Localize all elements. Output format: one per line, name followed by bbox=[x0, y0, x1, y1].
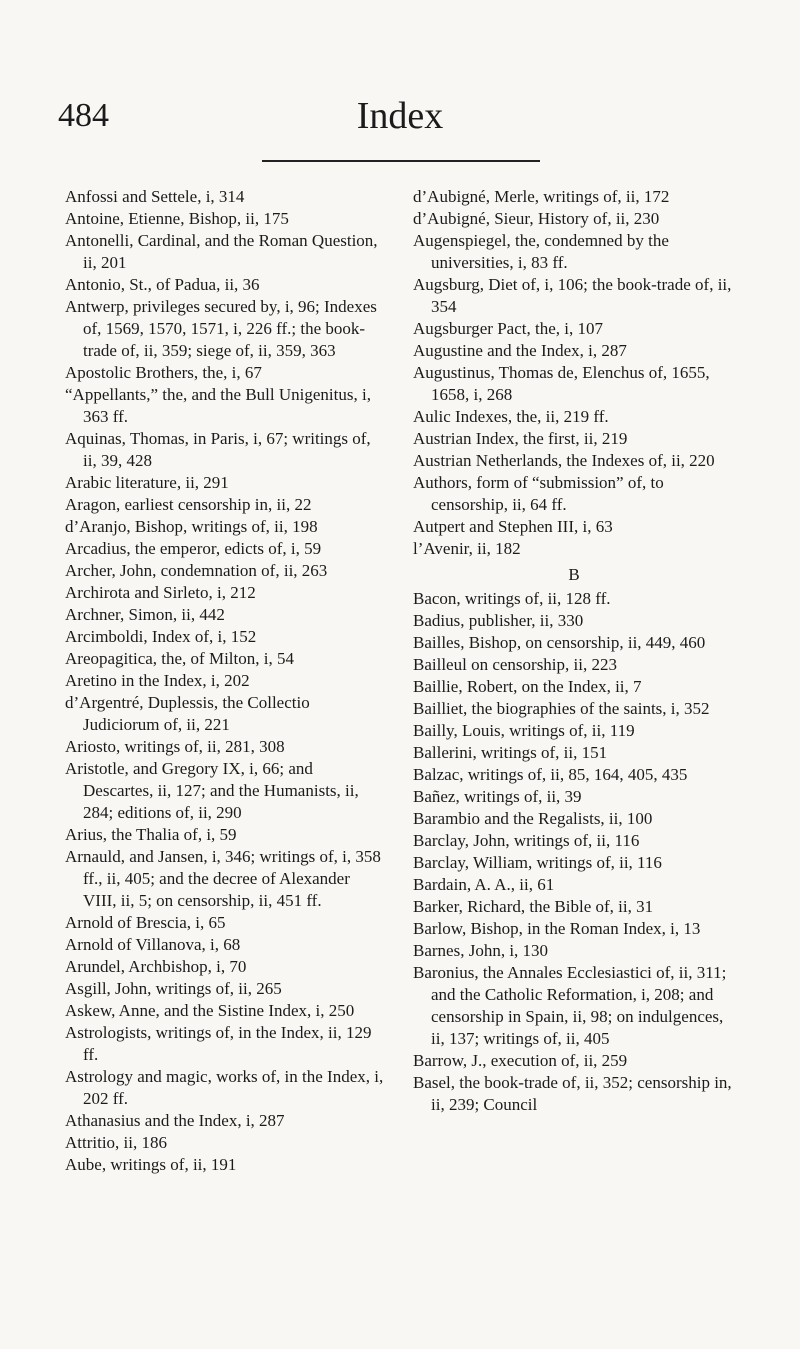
index-entry: Bañez, writings of, ii, 39 bbox=[413, 787, 582, 806]
index-entry: Attritio, ii, 186 bbox=[65, 1133, 167, 1152]
index-entry: “Appellants,” the, and the Bull Unigenitus, i, 363 ff. bbox=[65, 385, 371, 426]
index-entry: Aquinas, Thomas, in Paris, i, 67; writings of, ii, 39, 428 bbox=[65, 429, 371, 470]
index-entry: Augustine and the Index, i, 287 bbox=[413, 341, 627, 360]
index-entry: Arnauld, and Jansen, i, 346; writings of, i, 358 ff., ii, 405; and the decree of Alexander VIII, ii, 5; on censorship, ii, 451 ff. bbox=[65, 847, 381, 910]
index-entry: Arnold of Brescia, i, 65 bbox=[65, 913, 226, 932]
index-entry: Badius, publisher, ii, 330 bbox=[413, 611, 584, 630]
index-entry: Bailleul on censorship, ii, 223 bbox=[413, 655, 617, 674]
index-entry: Arnold of Villanova, i, 68 bbox=[65, 935, 241, 954]
index-entry: Asgill, John, writings of, ii, 265 bbox=[65, 979, 282, 998]
index-entry: Authors, form of “submission” of, to censorship, ii, 64 ff. bbox=[413, 473, 664, 514]
index-entry: Baronius, the Annales Ecclesiastici of, ii, 311; and the Catholic Reformation, i, 208; and censorship in Spain, ii, 98; on indulgences, ii, 137; writings of, ii, 405 bbox=[413, 963, 727, 1048]
index-section-b bbox=[413, 588, 735, 1116]
index-entry: Arundel, Archbishop, i, 70 bbox=[65, 957, 247, 976]
index-entry: Augustinus, Thomas de, Elenchus of, 1655, 1658, i, 268 bbox=[413, 363, 710, 404]
index-entry: Bailliet, the biographies of the saints, i, 352 bbox=[413, 699, 710, 718]
index-entry: d’Aranjo, Bishop, writings of, ii, 198 bbox=[65, 517, 318, 536]
index-entry: Askew, Anne, and the Sistine Index, i, 250 bbox=[65, 1001, 355, 1020]
index-entry: Aube, writings of, ii, 191 bbox=[65, 1155, 237, 1174]
index-entry: Austrian Index, the first, ii, 219 bbox=[413, 429, 628, 448]
page-number: 484 bbox=[58, 97, 109, 134]
index-entry: Austrian Netherlands, the Indexes of, ii, 220 bbox=[413, 451, 715, 470]
index-entry: Bacon, writings of, ii, 128 ff. bbox=[413, 589, 611, 608]
index-entry: Apostolic Brothers, the, i, 67 bbox=[65, 363, 262, 382]
index-entry: Balzac, writings of, ii, 85, 164, 405, 435 bbox=[413, 765, 688, 784]
index-entry: Athanasius and the Index, i, 287 bbox=[65, 1111, 285, 1130]
index-entry: Barlow, Bishop, in the Roman Index, i, 13 bbox=[413, 919, 701, 938]
index-entry: Arcimboldi, Index of, i, 152 bbox=[65, 627, 257, 646]
index-entry: Aulic Indexes, the, ii, 219 ff. bbox=[413, 407, 609, 426]
index-entry: Barnes, John, i, 130 bbox=[413, 941, 549, 960]
index-entry: Barrow, J., execution of, ii, 259 bbox=[413, 1051, 628, 1070]
index-entry: Astrology and magic, works of, in the Index, i, 202 ff. bbox=[65, 1067, 384, 1108]
index-entry: Antoine, Etienne, Bishop, ii, 175 bbox=[65, 209, 289, 228]
header-rule bbox=[262, 160, 540, 162]
index-entry: Arcadius, the emperor, edicts of, i, 59 bbox=[65, 539, 322, 558]
index-entry: Arius, the Thalia of, i, 59 bbox=[65, 825, 237, 844]
index-entry: Autpert and Stephen III, i, 63 bbox=[413, 517, 613, 536]
index-entry: Ballerini, writings of, ii, 151 bbox=[413, 743, 608, 762]
section-heading-b: B bbox=[568, 565, 580, 584]
index-entry: Basel, the book-trade of, ii, 352; censorship in, ii, 239; Council bbox=[413, 1073, 732, 1114]
index-entry: Aristotle, and Gregory IX, i, 66; and Descartes, ii, 127; and the Humanists, ii, 284; editions of, ii, 290 bbox=[65, 759, 359, 822]
index-entry: Antonio, St., of Padua, ii, 36 bbox=[65, 275, 260, 294]
index-entry: Barambio and the Regalists, ii, 100 bbox=[413, 809, 653, 828]
index-entry: Augsburg, Diet of, i, 106; the book-trade of, ii, 354 bbox=[413, 275, 732, 316]
index-entry: l’Avenir, ii, 182 bbox=[413, 539, 521, 558]
index-entry: Bardain, A. A., ii, 61 bbox=[413, 875, 555, 894]
index-entry: Archer, John, condemnation of, ii, 263 bbox=[65, 561, 328, 580]
index-entry: Baillie, Robert, on the Index, ii, 7 bbox=[413, 677, 642, 696]
page-title: Index bbox=[356, 95, 444, 137]
index-entry: Anfossi and Settele, i, 314 bbox=[65, 187, 245, 206]
index-entry: d’Aubigné, Merle, writings of, ii, 172 bbox=[413, 187, 670, 206]
index-entry: Antonelli, Cardinal, and the Roman Question, ii, 201 bbox=[65, 231, 378, 272]
index-entry: Bailly, Louis, writings of, ii, 119 bbox=[413, 721, 635, 740]
index-entry: Bailles, Bishop, on censorship, ii, 449, 460 bbox=[413, 633, 706, 652]
index-entry: Barclay, John, writings of, ii, 116 bbox=[413, 831, 640, 850]
index-section-a-continued bbox=[413, 186, 735, 560]
page-header bbox=[0, 0, 800, 150]
index-entry: Augenspiegel, the, condemned by the universities, i, 83 ff. bbox=[413, 231, 669, 272]
index-entry: Antwerp, privileges secured by, i, 96; Indexes of, 1569, 1570, 1571, i, 226 ff.; the book-trade of, ii, 359; siege of, ii, 359, 363 bbox=[65, 297, 377, 360]
index-entry: Aretino in the Index, i, 202 bbox=[65, 671, 250, 690]
index-entry: Augsburger Pact, the, i, 107 bbox=[413, 319, 603, 338]
index-entry: Barclay, William, writings of, ii, 116 bbox=[413, 853, 662, 872]
index-column-right bbox=[413, 186, 735, 1116]
index-entry: Arabic literature, ii, 291 bbox=[65, 473, 229, 492]
index-entry: Ariosto, writings of, ii, 281, 308 bbox=[65, 737, 285, 756]
index-entry: d’Argentré, Duplessis, the Collectio Judiciorum of, ii, 221 bbox=[65, 693, 310, 734]
index-entry: Areopagitica, the, of Milton, i, 54 bbox=[65, 649, 294, 668]
index-entry: d’Aubigné, Sieur, History of, ii, 230 bbox=[413, 209, 660, 228]
index-entry: Archner, Simon, ii, 442 bbox=[65, 605, 225, 624]
index-entry: Aragon, earliest censorship in, ii, 22 bbox=[65, 495, 312, 514]
index-entry: Barker, Richard, the Bible of, ii, 31 bbox=[413, 897, 654, 916]
index-column-left bbox=[65, 186, 387, 1176]
index-entry: Archirota and Sirleto, i, 212 bbox=[65, 583, 256, 602]
index-entry: Astrologists, writings of, in the Index, ii, 129 ff. bbox=[65, 1023, 372, 1064]
